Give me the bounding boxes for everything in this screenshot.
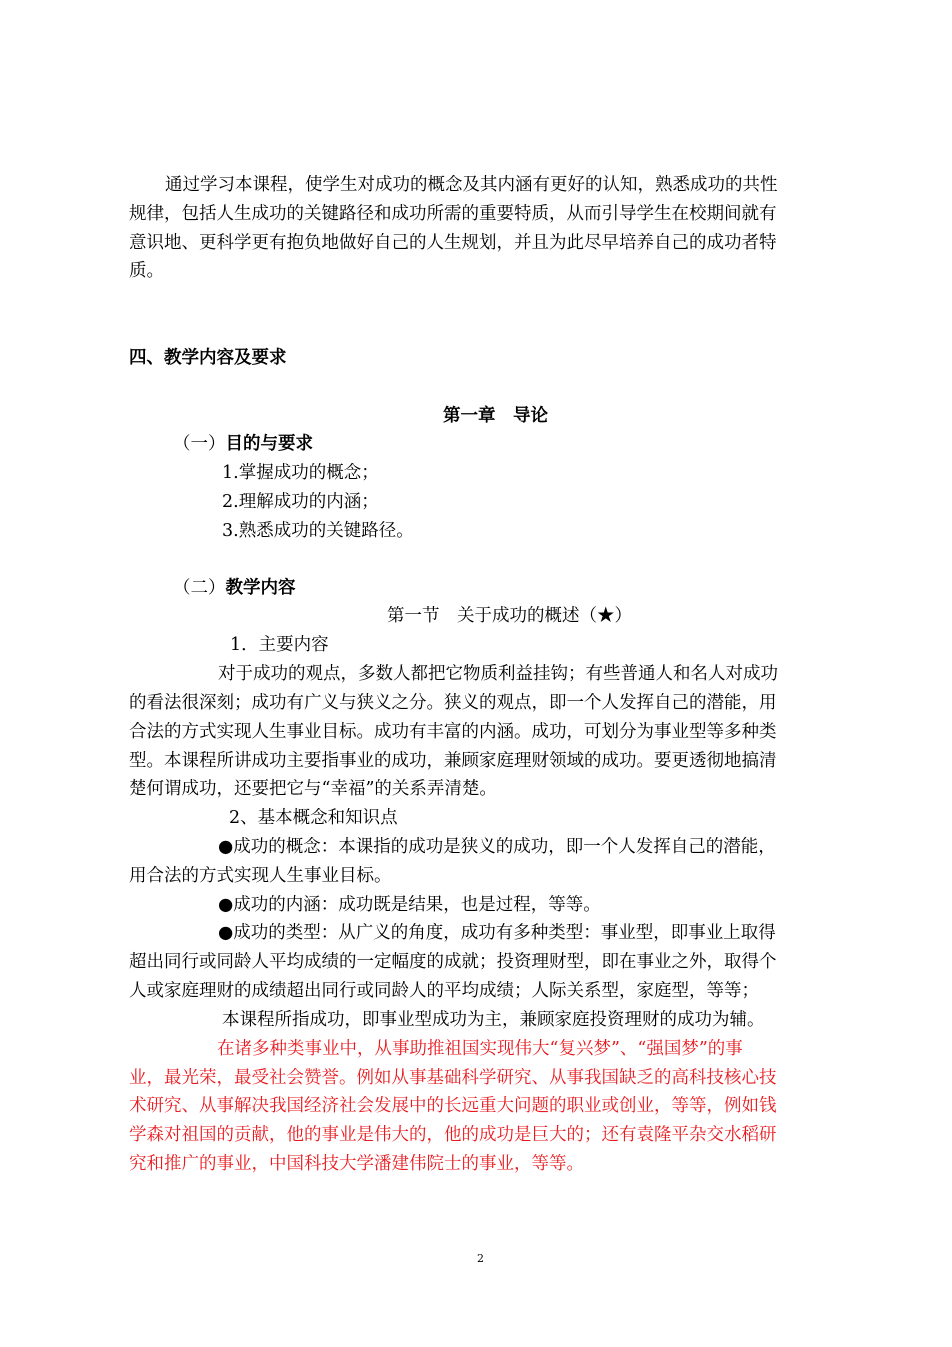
teaching-heading-text: 教学内容 bbox=[225, 578, 296, 598]
purpose-item: 1.掌握成功的概念； bbox=[222, 463, 379, 483]
main-content-line: 的看法很深刻；成功有广义与狭义之分。狭义的观点，即一个人发挥自己的潜能，用 bbox=[129, 693, 777, 713]
concept-line: 用合法的方式实现人生事业目标。 bbox=[129, 866, 392, 886]
section-title: 第一节 关于成功的概述（★） bbox=[387, 606, 632, 626]
highlight-line: 究和推广的事业，中国科技大学潘建伟院士的事业，等等。 bbox=[129, 1154, 584, 1174]
concept-line: ●成功的内涵：成功既是结果，也是过程，等等。 bbox=[218, 895, 601, 915]
intro-line-2: 规律，包括人生成功的关键路径和成功所需的重要特质，从而引导学生在校期间就有 bbox=[129, 204, 777, 224]
main-content-heading: 1．主要内容 bbox=[230, 635, 329, 655]
section-heading: 四、教学内容及要求 bbox=[129, 348, 287, 368]
concept-line: 超出同行或同龄人平均成绩的一定幅度的成就；投资理财型，即在事业之外，取得个 bbox=[129, 952, 777, 972]
main-content-line: 型。本课程所讲成功主要指事业的成功，兼顾家庭理财领域的成功。要更透彻地搞清 bbox=[129, 751, 777, 771]
highlight-line: 业，最光荣，最受社会赞誉。例如从事基础科学研究、从事我国缺乏的高科技核心技 bbox=[129, 1068, 777, 1088]
page-number: 2 bbox=[477, 1252, 484, 1265]
teaching-heading-prefix: （二） bbox=[173, 578, 226, 598]
purpose-heading-prefix: （一） bbox=[173, 434, 226, 454]
intro-line-1: 通过学习本课程，使学生对成功的概念及其内涵有更好的认知，熟悉成功的共性 bbox=[165, 175, 778, 195]
concept-line: ●成功的概念：本课指的成功是狭义的成功，即一个人发挥自己的潜能， bbox=[218, 837, 776, 857]
chapter-title: 第一章 导论 bbox=[443, 406, 548, 426]
purpose-heading-text: 目的与要求 bbox=[225, 434, 313, 454]
highlight-line: 学森对祖国的贡献，他的事业是伟大的，他的成功是巨大的；还有袁隆平杂交水稻研 bbox=[129, 1125, 777, 1145]
concept-line: 本课程所指成功，即事业型成功为主，兼顾家庭投资理财的成功为辅。 bbox=[222, 1010, 765, 1030]
main-content-line: 对于成功的观点，多数人都把它物质利益挂钩；有些普通人和名人对成功 bbox=[218, 664, 778, 684]
main-content-line: 合法的方式实现人生事业目标。成功有丰富的内涵。成功，可划分为事业型等多种类 bbox=[129, 722, 777, 742]
highlight-line: 术研究、从事解决我国经济社会发展中的长远重大问题的职业或创业，等等，例如钱 bbox=[129, 1096, 777, 1116]
purpose-heading bbox=[173, 429, 313, 459]
highlight-line: 在诸多种类事业中，从事助推祖国实现伟大“复兴梦”、“强国梦”的事 bbox=[217, 1039, 743, 1059]
concept-line: 人或家庭理财的成绩超出同行或同龄人的平均成绩；人际关系型，家庭型，等等； bbox=[129, 981, 759, 1001]
intro-line-4: 质。 bbox=[129, 261, 164, 281]
concepts-heading: 2、基本概念和知识点 bbox=[229, 808, 398, 828]
concept-line: ●成功的类型：从广义的角度，成功有多种类型：事业型，即事业上取得 bbox=[218, 923, 776, 943]
intro-line-3: 意识地、更科学更有抱负地做好自己的人生规划，并且为此尽早培养自己的成功者特 bbox=[129, 233, 777, 253]
teaching-heading bbox=[173, 573, 296, 603]
purpose-item: 2.理解成功的内涵； bbox=[222, 492, 379, 512]
main-content-line: 楚何谓成功，还要把它与“幸福”的关系弄清楚。 bbox=[129, 779, 497, 799]
purpose-item: 3.熟悉成功的关键路径。 bbox=[222, 521, 414, 541]
